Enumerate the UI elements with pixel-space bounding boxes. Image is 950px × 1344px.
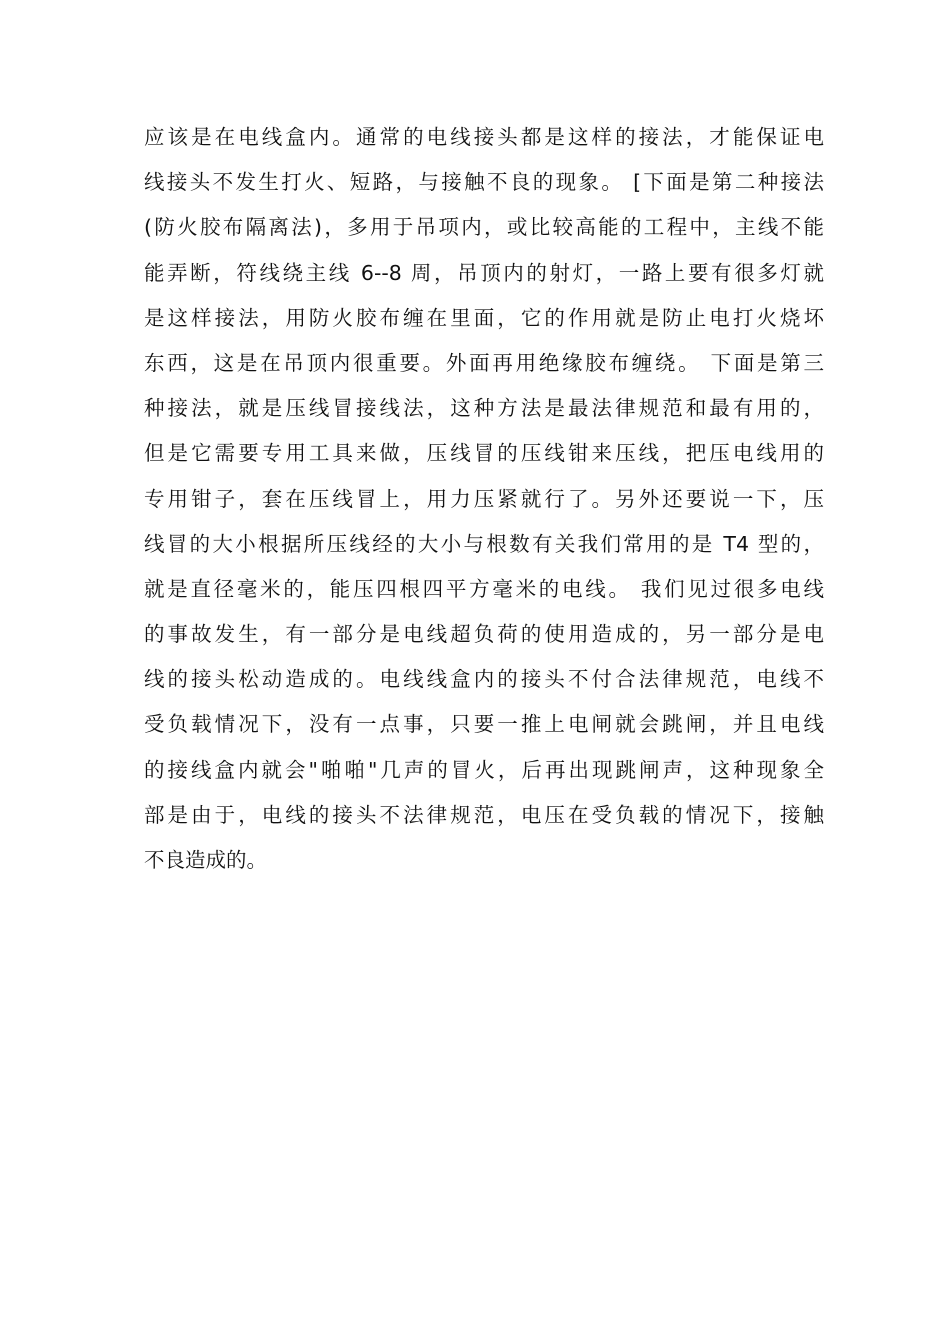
text-line: 受负载情况下，没有一点事，只要一推上电闸就会跳闸，并且电线: [144, 712, 824, 737]
text-line: 专用钳子，套在压线冒上，用力压紧就行了。另外还要说一下，压: [144, 486, 824, 511]
text-line: 但是它需要专用工具来做，压线冒的压线钳来压线，把压电线用的: [144, 441, 824, 466]
text-line: 是这样接法，用防火胶布缠在里面，它的作用就是防止电打火烧坏: [144, 305, 824, 330]
text-line: 能弄断，符线绕主线 6--8 周，吊顶内的射灯，一路上要有很多灯就: [144, 260, 824, 285]
text-line: 线的接头松动造成的。电线线盒内的接头不付合法律规范，电线不: [144, 667, 824, 692]
text-line: 线接头不发生打火、短路，与接触不良的现象。 [下面是第二种接法: [144, 170, 824, 195]
text-line: 的事故发生，有一部分是电线超负荷的使用造成的，另一部分是电: [144, 622, 824, 647]
text-line: 部是由于，电线的接头不法律规范，电压在受负载的情况下，接触: [144, 802, 824, 827]
text-line: 不良造成的。: [144, 848, 267, 872]
text-line: (防火胶布隔离法)，多用于吊项内，或比较高能的工程中，主线不能: [144, 215, 824, 240]
text-line: 东西，这是在吊顶内很重要。外面再用绝缘胶布缠绕。 下面是第三: [144, 350, 824, 375]
body-paragraph: [144, 115, 824, 883]
text-line: 应该是在电线盒内。通常的电线接头都是这样的接法，才能保证电: [144, 125, 824, 149]
text-line: 种接法，就是压线冒接线法，这种方法是最法律规范和最有用的，: [144, 396, 824, 421]
text-line: 就是直径毫米的，能压四根四平方毫米的电线。 我们见过很多电线: [144, 576, 824, 601]
text-line: 的接线盒内就会"啪啪"几声的冒火，后再出现跳闸声，这种现象全: [144, 757, 824, 782]
text-line: 线冒的大小根据所压线经的大小与根数有关我们常用的是 T4 型的，: [144, 531, 824, 556]
